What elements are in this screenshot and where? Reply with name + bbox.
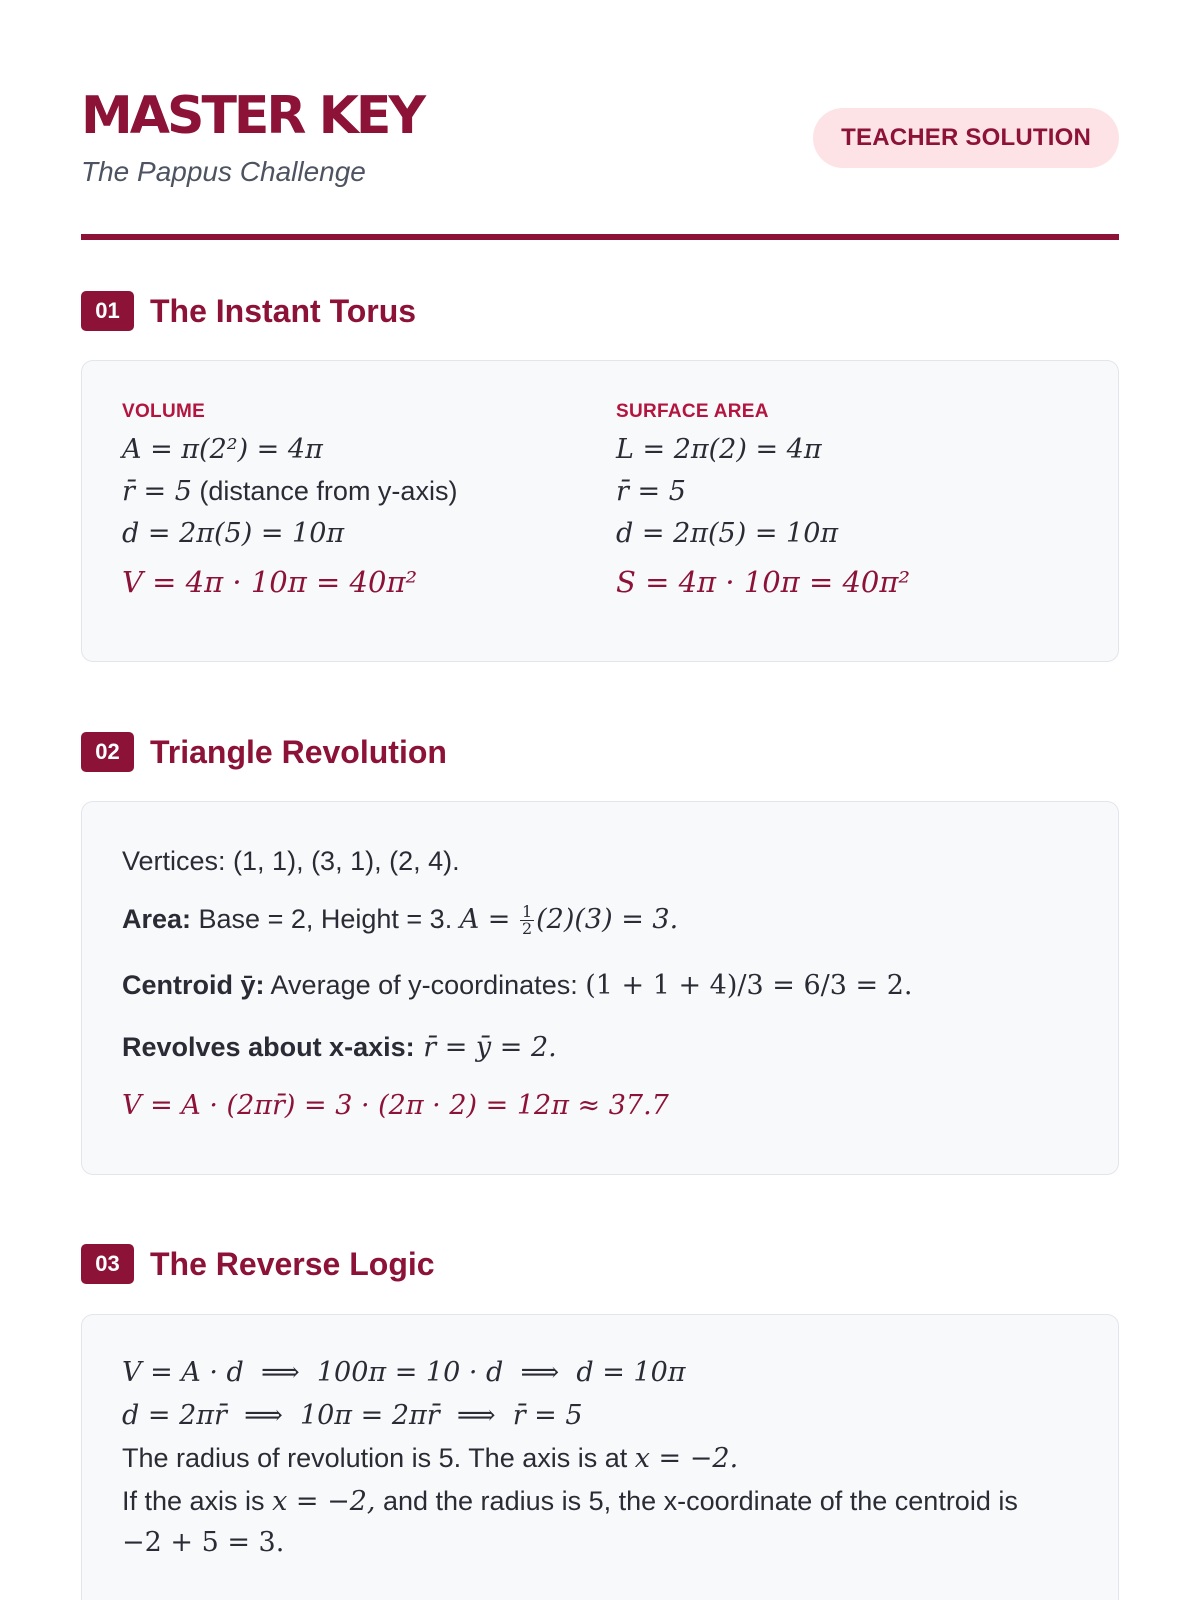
page-subtitle: The Pappus Challenge: [81, 156, 366, 187]
header: [81, 78, 1119, 198]
revolves-line: [122, 1032, 557, 1063]
area-math-a: A =: [459, 904, 511, 935]
surface-length-line: L = 2π(2) = 4π: [616, 434, 822, 465]
one-half-fraction: [520, 904, 534, 937]
reverse-line-1: V = A · d ⟹ 100π = 10 · d ⟹ d = 10π: [122, 1357, 686, 1388]
header-divider: [81, 234, 1119, 240]
volume-label: VOLUME: [122, 401, 206, 422]
volume-radius-math: r̄ = 5: [122, 476, 192, 507]
reverse-line-4-text-b: and the radius is 5, the x-coordinate of the centroid is: [375, 1486, 1018, 1516]
section-number: 02: [81, 732, 134, 772]
volume-result: V = 4π · 10π = 40π²: [122, 565, 418, 599]
centroid-label: Centroid ȳ:: [122, 970, 265, 1000]
reverse-line-2: d = 2πr̄ ⟹ 10π = 2πr̄ ⟹ r̄ = 5: [122, 1400, 583, 1431]
revolves-math: r̄ = ȳ = 2.: [414, 1032, 557, 1063]
page-title: MASTER KEY: [81, 86, 424, 146]
area-line: [122, 904, 678, 937]
surface-distance-line: d = 2π(5) = 10π: [616, 518, 839, 549]
surface-area-label: SURFACE AREA: [616, 401, 769, 422]
fraction-numerator: 1: [521, 902, 533, 922]
area-label: Area:: [122, 904, 192, 934]
surface-result: S = 4π · 10π = 40π²: [616, 565, 911, 599]
surface-radius-line: r̄ = 5: [616, 476, 686, 507]
section-01-card: [81, 360, 1119, 662]
section-02-heading: [81, 732, 447, 772]
surface-area-column: [616, 401, 910, 599]
teacher-solution-badge: TEACHER SOLUTION: [813, 108, 1119, 168]
centroid-math: (1 + 1 + 4)/3 = 6/3 = 2.: [585, 970, 913, 1001]
fraction-denominator: 2: [521, 919, 533, 939]
reverse-line-4-text-a: If the axis is: [122, 1486, 273, 1516]
area-text: Base = 2, Height = 3.: [191, 904, 460, 934]
volume-radius-line: [122, 476, 457, 507]
volume-area-line: A = π(2²) = 4π: [122, 434, 323, 465]
reverse-line-3: [122, 1443, 738, 1474]
triangle-volume-result: V = A · (2πr̄) = 3 · (2π · 2) = 12π ≈ 37.7: [122, 1090, 669, 1121]
section-title: The Instant Torus: [150, 292, 417, 329]
revolves-label: Revolves about x-axis:: [122, 1032, 415, 1062]
centroid-line: [122, 970, 912, 1001]
section-02-card: [81, 801, 1119, 1175]
volume-distance-line: d = 2π(5) = 10π: [122, 518, 345, 549]
vertices-line: Vertices: (1, 1), (3, 1), (2, 4).: [122, 846, 460, 876]
reverse-line-4-math: x = −2,: [272, 1486, 376, 1517]
reverse-line-4: [122, 1486, 1018, 1517]
section-03-card: [81, 1314, 1119, 1600]
section-number: 01: [81, 291, 134, 331]
volume-radius-note: (distance from y-axis): [191, 476, 458, 506]
reverse-line-5: −2 + 5 = 3.: [122, 1527, 285, 1558]
section-title: Triangle Revolution: [150, 733, 447, 770]
section-01-heading: [81, 291, 416, 331]
section-title: The Reverse Logic: [150, 1245, 435, 1282]
area-math-b: (2)(3) = 3.: [536, 904, 679, 935]
section-number: 03: [81, 1244, 134, 1284]
reverse-line-3-math: x = −2.: [634, 1443, 739, 1474]
section-03-heading: [81, 1244, 435, 1284]
reverse-line-3-text: The radius of revolution is 5. The axis is at: [122, 1443, 635, 1473]
centroid-text: Average of y-coordinates:: [264, 970, 586, 1000]
volume-column: [122, 401, 457, 599]
